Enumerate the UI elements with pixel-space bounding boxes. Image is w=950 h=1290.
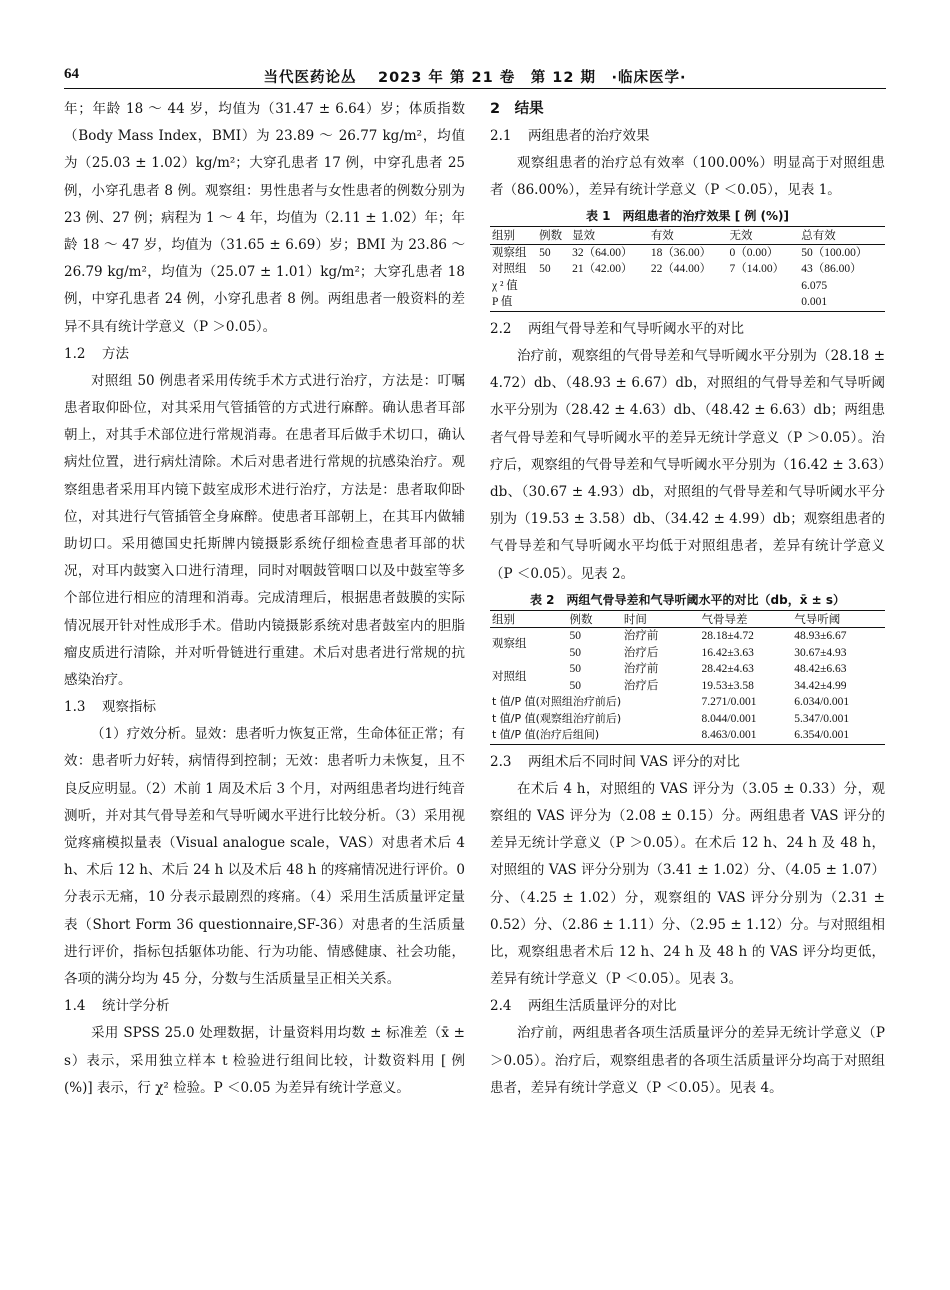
table-group-cell: 对照组 [492, 671, 527, 684]
table-cell: 7（14.00） [729, 263, 785, 276]
table-header-cell: 显效 [570, 227, 649, 245]
table-cell: 18（36.00） [650, 246, 712, 259]
table-header-cell: 时间 [622, 610, 700, 628]
paragraph-baseline-data: 年；年龄 18 ～ 44 岁，均值为（31.47 ± 6.64）岁；体质指数（Body Mass Index，BMI）为 23.89 ～ 26.77 kg/m²，均值为（25.03 ± 1.02）kg/m²；大穿孔患者 17 例，中穿孔患者 25 例，小穿孔患者 8 例。观察组：男性患者与女性患者的例数分别为 23 例、27 例；病程为 1 ～ 4 年，均值为（2.11 ± 1.02）年；年龄 18 ～ 47 岁，均值为（31.65 ± 6.69）岁；BMI 为 23.86 ～ 26.79 kg/m²，均值为（25.07 ± 1.01）kg/m²；大穿孔患者 18 例，中穿孔患者 24 例，小穿孔患者 8 例。两组患者一般资料的差异不具有统计学意义（P ＞0.05）。 [64, 101, 465, 335]
table-header-cell: 组别 [490, 610, 568, 628]
table-cell: 6.075 [801, 279, 828, 292]
table-header-cell: 例数 [568, 610, 622, 628]
table-cell: 5.347/0.001 [794, 712, 850, 725]
section-number: 2.1 [490, 128, 512, 144]
table-cell: 8.463/0.001 [701, 729, 757, 742]
table-cell: 7.271/0.001 [701, 696, 757, 709]
table-2-caption: 表 2 两组气骨导差和气导听阈水平的对比（db，x̄ ± s） [529, 592, 845, 607]
table-cell: 50 [539, 246, 551, 259]
section-number: 1.3 [64, 699, 86, 716]
table-header-cell: 气导听阈 [792, 610, 885, 628]
table-row [490, 261, 885, 278]
table-row [490, 628, 885, 645]
table-row [490, 727, 885, 744]
table-cell: 治疗后 [623, 679, 659, 692]
paragraph-hearing: 治疗前，观察组的气骨导差和气导听阈水平分别为（28.18 ± 4.72）db、（48.93 ± 6.67）db，对照组的气骨导差和气导听阈水平分别为（28.42 ± 4.63）db、（48.42 ± 6.63）db；两组患者气骨导差和气导听阈水平的差异无统计学意义（P ＞0.05）。治疗后，观察组的气骨导差和气导听阈水平分别为（16.42 ± 3.63）db、（30.67 ± 4.93）db，对照组的气骨导差和气导听阈水平分别为（19.53 ± 3.58）db、（34.42 ± 4.99）db；观察组患者的气骨导差和气导听阈水平均低于对照组患者，差异有统计学意义（P ＜0.05）。见表 2。 [490, 347, 885, 582]
table-header-cell: 气骨导差 [700, 610, 793, 628]
table-header-cell: 无效 [728, 227, 800, 245]
table-cell: 治疗前 [623, 663, 659, 676]
table-stat-label: t 值/P 值(观察组治疗前后) [492, 711, 622, 725]
table-cell: 34.42±4.99 [794, 679, 847, 692]
paragraph-statistics: 采用 SPSS 25.0 处理数据，计量资料用均数 ± 标准差（x̄ ± s）表示，采用独立样本 t 检验进行组间比较，计数资料用 [ 例 (%)] 表示，行 χ² 检验。P ＜0.05 为差异有统计学意义。 [64, 1025, 465, 1096]
table-cell: 16.42±3.63 [701, 646, 754, 659]
section-title: 方法 [102, 345, 129, 362]
section-title: 统计学分析 [102, 998, 170, 1015]
table-cell: 48.42±6.63 [794, 663, 847, 676]
table-2 [490, 610, 885, 745]
section-number: 1.4 [64, 998, 86, 1015]
table-cell: 28.42±4.63 [701, 663, 754, 676]
table-cell: 治疗后 [623, 646, 659, 659]
table-cell [570, 294, 649, 311]
page-number: 64 [64, 66, 79, 82]
table-cell: 19.53±3.58 [701, 679, 754, 692]
table-cell: 观察组 [492, 246, 527, 259]
section-heading-1-3 [64, 694, 465, 721]
table-cell: P 值 [492, 296, 513, 309]
table-cell: 50 [539, 263, 551, 276]
table-cell [537, 294, 570, 311]
table-stat-label: t 值/P 值(对照组治疗前后) [492, 695, 622, 709]
table-cell: 32（64.00） [572, 246, 633, 259]
section-title: 两组气骨导差和气导听阈水平的对比 [528, 320, 744, 337]
table-cell: 对照组 [492, 263, 527, 276]
table-cell: 8.044/0.001 [701, 712, 757, 725]
table-cell: 0.001 [801, 296, 828, 309]
section-heading-1-4 [64, 993, 465, 1020]
table-row [490, 694, 885, 711]
paragraph-efficacy: 观察组患者的治疗总有效率（100.00%）明显高于对照组患者（86.00%），差异有统计学意义（P ＜0.05），见表 1。 [490, 155, 885, 199]
table-header-cell: 组别 [490, 227, 537, 245]
table-cell [537, 278, 570, 295]
table-header-cell: 例数 [537, 227, 570, 245]
table-row [490, 244, 885, 261]
section-title: 两组术后不同时间 VAS 评分的对比 [528, 753, 740, 770]
table-row [490, 278, 885, 295]
table-header-cell: 有效 [649, 227, 728, 245]
table-1 [490, 226, 885, 312]
table-1-caption: 表 1 两组患者的治疗效果 [ 例 (%)] [585, 209, 790, 224]
section-heading-2-1 [490, 123, 885, 150]
section-heading-2: 2 结果 [490, 101, 544, 117]
paragraph-vas: 在术后 4 h，对照组的 VAS 评分为（3.05 ± 0.33）分，观察组的 VAS 评分为（2.08 ± 0.15）分。两组患者 VAS 评分的差异无统计学意义（P ＞0.05）。在术后 12 h、24 h 及 48 h，对照组的 VAS 评分分别为（3.41 ± 1.02）分、（4.05 ± 1.07）分、（4.25 ± 1.02）分，观察组的 VAS 评分分别为（2.31 ± 0.52）分、（2.86 ± 1.11）分、（2.95 ± 1.12）分。与对照组相比，观察组患者术后 12 h、24 h 及 48 h 的 VAS 评分均更低，差异有统计学意义（P ＜0.05）。见表 3。 [490, 780, 885, 988]
table-cell [728, 278, 800, 295]
table-cell [649, 278, 728, 295]
table-group-cell: 观察组 [492, 638, 527, 651]
table-cell: χ ² 值 [492, 279, 518, 292]
table-cell: 50 [569, 663, 582, 676]
table-cell: 6.034/0.001 [794, 696, 850, 709]
table-cell: 50 [569, 630, 582, 643]
table-cell: 50（100.00） [801, 246, 868, 259]
table-cell: 28.18±4.72 [701, 630, 754, 643]
table-cell: 0（0.00） [729, 246, 779, 259]
section-title: 两组患者的治疗效果 [528, 128, 650, 144]
section-number: 2.3 [490, 753, 512, 770]
section-title: 观察指标 [102, 699, 156, 716]
section-heading-2-4 [490, 993, 885, 1020]
table-stat-label: t 值/P 值(治疗后组间) [492, 728, 600, 742]
section-heading-1-2 [64, 341, 465, 368]
table-cell: 48.93±6.67 [794, 630, 847, 643]
left-column [64, 96, 465, 1102]
table-header-cell: 总有效 [799, 227, 885, 245]
paragraph-quality-of-life: 治疗前，两组患者各项生活质量评分的差异无统计学意义（P ＞0.05）。治疗后，观察组患者的各项生活质量评分均高于对照组患者，差异有统计学意义（P ＜0.05）。见表 4。 [490, 1025, 885, 1096]
section-number: 1.2 [64, 345, 86, 362]
table-cell: 治疗前 [623, 630, 659, 643]
table-cell: 43（86.00） [801, 263, 862, 276]
table-cell: 22（44.00） [650, 263, 712, 276]
page-header [64, 64, 886, 89]
table-cell: 50 [569, 679, 582, 692]
paragraph-indicators: （1）疗效分析。显效：患者听力恢复正常，生命体征正常；有效：患者听力好转，病情得到控制；无效：患者听力未恢复，且不良反应明显。（2）术前 1 周及术后 3 个月，对两组患者均进行纯音测听，并对其气骨导差和气导听阈水平进行比较分析。（3）采用视觉疼痛模拟量表（Visual analogue scale，VAS）对患者术后 4 h、术后 12 h、术后 24 h 以及术后 48 h 的疼痛情况进行评价。0 分表示无痛，10 分表示最剧烈的疼痛。（4）采用生活质量评定量表（Short Form 36 questionnaire,SF-36）对患者的生活质量进行评价，指标包括躯体功能、行为功能、情感健康、社会功能，各项的满分均为 45 分，分数与生活质量呈正相关关系。 [64, 726, 465, 988]
table-cell: 50 [569, 646, 582, 659]
section-heading-2-2 [490, 316, 885, 343]
section-number: 2.2 [490, 320, 512, 337]
table-cell [649, 294, 728, 311]
paragraph-methods: 对照组 50 例患者采用传统手术方式进行治疗，方法是：叮嘱患者取仰卧位，对其采用气管插管的方式进行麻醉。确认患者耳部朝上，对其手术部位进行常规消毒。在患者耳后做手术切口，确认病灶位置，进行病灶清除。术后对患者进行常规的抗感染治疗。观察组患者采用耳内镜下鼓室成形术进行治疗，方法是：患者取仰卧位，对其进行气管插管全身麻醉。使患者耳部朝上，在其耳内做辅助切口。采用德国史托斯牌内镜摄影系统仔细检查患者耳部的状况，对耳内鼓窦入口进行清理，同时对咽鼓管咽口以及中鼓室等多个部位进行相应的清理和消毒。完成清理后，根据患者鼓膜的实际情况展开针对性成形手术。借助内镜摄影系统对患者鼓室内的胆脂瘤皮质进行清除，并对听骨链进行重建。术后对患者进行常规的抗感染治疗。 [64, 372, 465, 689]
table-cell: 30.67±4.93 [794, 646, 847, 659]
right-column [490, 96, 885, 1102]
table-cell: 21（42.00） [572, 263, 633, 276]
table-cell [570, 278, 649, 295]
journal-title: 当代医药论丛 2023 年 第 21 卷 第 12 期 ·临床医学· [263, 70, 687, 86]
table-cell [728, 294, 800, 311]
section-heading-2-3 [490, 749, 885, 776]
table-row [490, 294, 885, 311]
table-row [490, 661, 885, 678]
table-row [490, 711, 885, 728]
section-title: 两组生活质量评分的对比 [528, 998, 677, 1015]
section-number: 2.4 [490, 998, 512, 1015]
table-cell: 6.354/0.001 [794, 729, 850, 742]
